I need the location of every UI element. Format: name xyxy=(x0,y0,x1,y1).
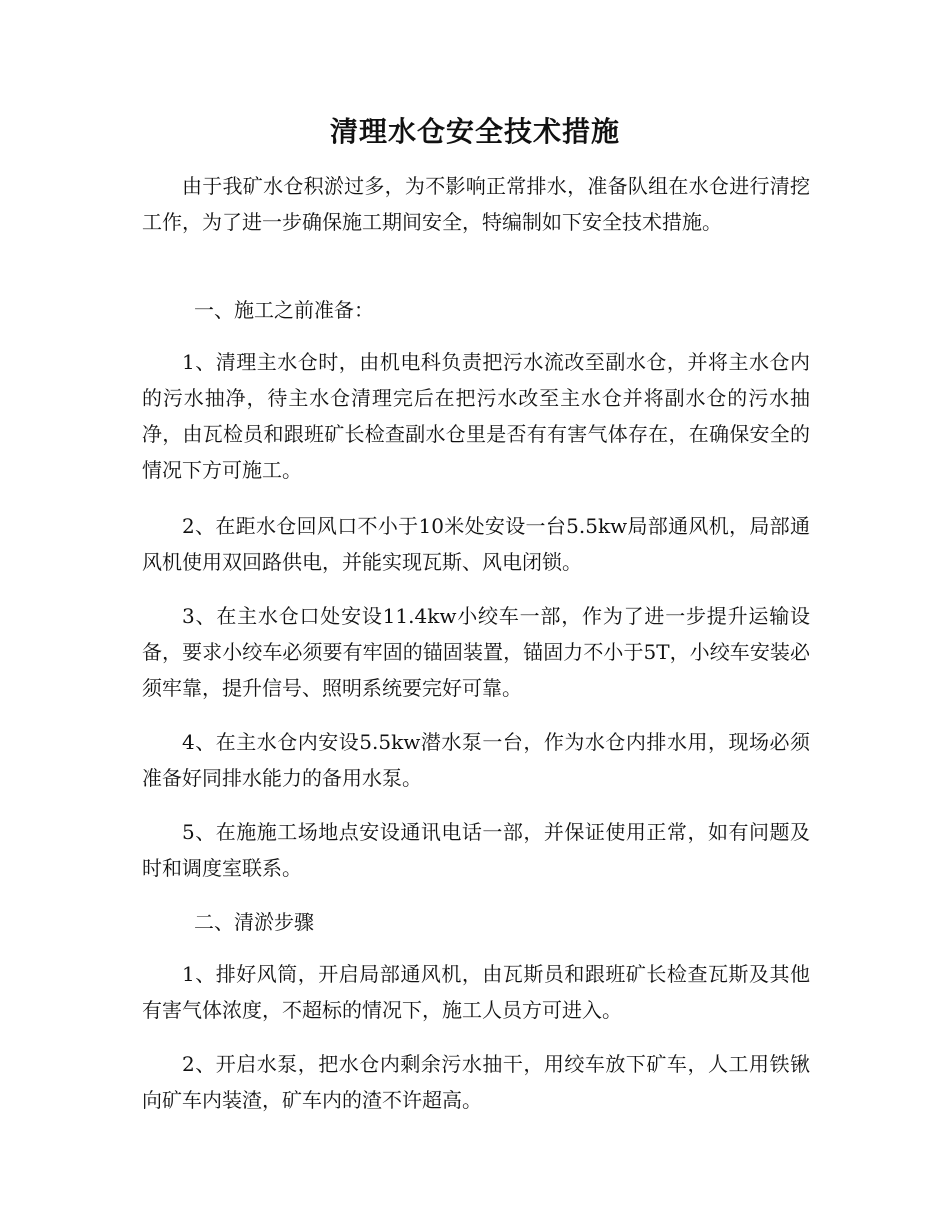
dredging-step-2: 2、开启水泵，把水仓内剩余污水抽干，用绞车放下矿车，人工用铁锹向矿车内装渣，矿车内的渣不许超高。 xyxy=(142,1052,810,1112)
preparation-item-5: 5、在施施工场地点安设通讯电话一部，并保证使用正常，如有问题及时和调度室联系。 xyxy=(142,820,810,880)
preparation-item-1: 1、清理主水仓时，由机电科负责把污水流改至副水仓，并将主水仓内的污水抽净，待主水仓清理完后在把污水改至主水仓并将副水仓的污水抽净，由瓦检员和跟班矿长检查副水仓里是否有有害气体存在，在确保安全的情况下方可施工。 xyxy=(142,350,810,482)
preparation-item-4: 4、在主水仓内安设5.5kw潜水泵一台，作为水仓内排水用，现场必须准备好同排水能力的备用水泵。 xyxy=(142,730,810,790)
section-heading-dredging-steps: 二、清淤步骤 xyxy=(194,910,314,934)
intro-paragraph: 由于我矿水仓积淤过多，为不影响正常排水，准备队组在水仓进行清挖工作，为了进一步确保施工期间安全，特编制如下安全技术措施。 xyxy=(142,174,810,234)
document-title: 清理水仓安全技术措施 xyxy=(329,115,620,148)
preparation-item-2: 2、在距水仓回风口不小于10米处安设一台5.5kw局部通风机，局部通风机使用双回路供电，并能实现瓦斯、风电闭锁。 xyxy=(142,514,810,574)
section-heading-preparation: 一、施工之前准备： xyxy=(194,298,374,322)
dredging-step-1: 1、排好风筒，开启局部通风机，由瓦斯员和跟班矿长检查瓦斯及其他有害气体浓度，不超标的情况下，施工人员方可进入。 xyxy=(142,962,810,1022)
preparation-item-3: 3、在主水仓口处安设11.4kw小绞车一部，作为了进一步提升运输设备，要求小绞车必须要有牢固的锚固装置，锚固力不小于5T，小绞车安装必须牢靠，提升信号、照明系统要完好可靠。 xyxy=(142,604,810,700)
